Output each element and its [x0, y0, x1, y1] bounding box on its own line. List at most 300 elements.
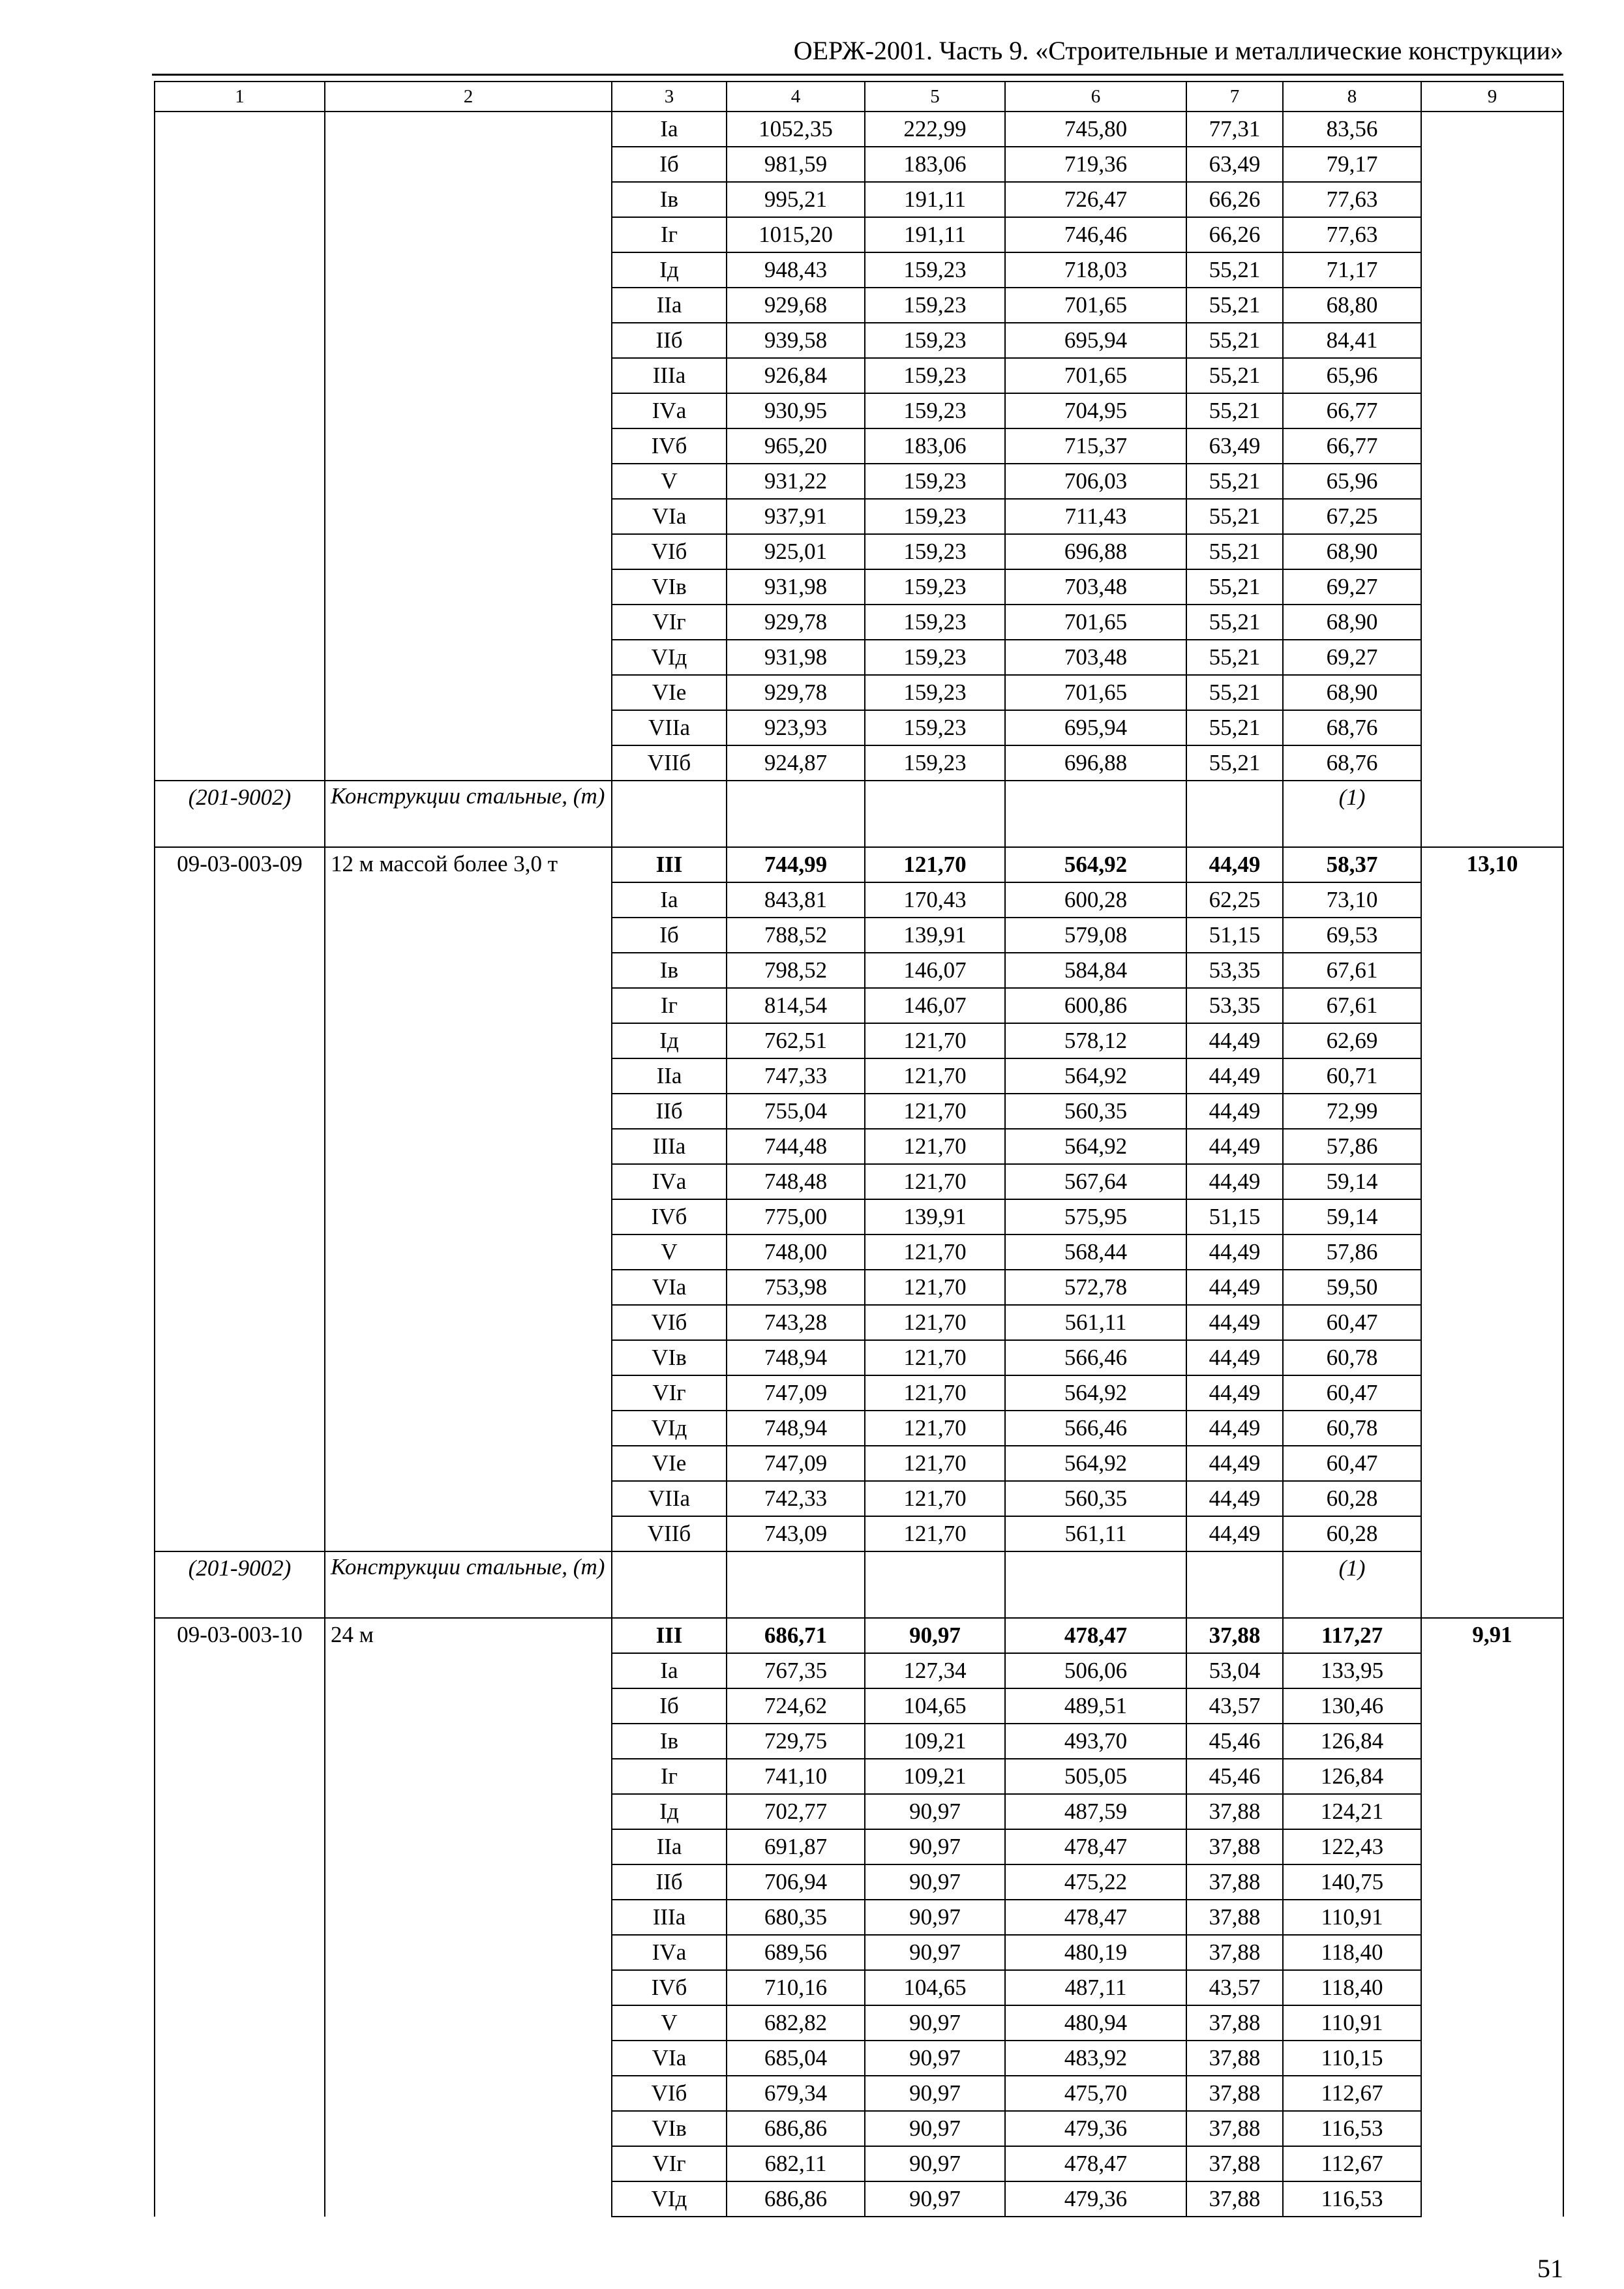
- value-cell: 55,21: [1186, 393, 1283, 428]
- value-cell: 55,21: [1186, 640, 1283, 675]
- value-cell: 60,28: [1283, 1481, 1421, 1516]
- column-number: 5: [865, 82, 1005, 112]
- value-cell: 746,46: [1005, 217, 1186, 252]
- value-cell: 66,26: [1186, 182, 1283, 217]
- value-cell: 747,33: [727, 1058, 865, 1094]
- value-cell: 110,91: [1283, 2005, 1421, 2041]
- zone-class: VIIа: [612, 1481, 727, 1516]
- value-cell: 55,21: [1186, 288, 1283, 323]
- zone-class: V: [612, 1234, 727, 1270]
- value-cell: 110,91: [1283, 1900, 1421, 1935]
- value-cell: 60,47: [1283, 1446, 1421, 1481]
- value-cell: 69,27: [1283, 640, 1421, 675]
- zone-class: Iв: [612, 953, 727, 988]
- zone-class: VIг: [612, 605, 727, 640]
- value-cell: 90,97: [865, 1900, 1005, 1935]
- value-cell: 480,94: [1005, 2005, 1186, 2041]
- zone-class: VIв: [612, 1340, 727, 1375]
- value-cell: 55,21: [1186, 499, 1283, 534]
- value-cell: 744,48: [727, 1129, 865, 1164]
- value-cell: 600,28: [1005, 882, 1186, 918]
- zone-class: Iг: [612, 988, 727, 1023]
- value-cell: 79,17: [1283, 147, 1421, 182]
- zone-class: Iд: [612, 1794, 727, 1829]
- zone-class: IIIа: [612, 1129, 727, 1164]
- value-cell: 44,49: [1186, 1129, 1283, 1164]
- value-cell: 55,21: [1186, 464, 1283, 499]
- zone-class: IIа: [612, 288, 727, 323]
- value-cell: 45,46: [1186, 1759, 1283, 1794]
- value-cell: 159,23: [865, 710, 1005, 745]
- value-cell: 44,49: [1186, 1516, 1283, 1551]
- page-header-title: ОЕРЖ-2001. Часть 9. «Строительные и металлические конструкции»: [793, 36, 1563, 65]
- value-cell: 929,68: [727, 288, 865, 323]
- value-cell: 44,49: [1186, 1270, 1283, 1305]
- value-cell: 475,70: [1005, 2076, 1186, 2111]
- value-cell: 63,49: [1186, 428, 1283, 464]
- value-cell: 159,23: [865, 640, 1005, 675]
- value-cell: 159,23: [865, 605, 1005, 640]
- value-cell: 159,23: [865, 358, 1005, 393]
- zone-class: Iб: [612, 918, 727, 953]
- column-number: 1: [155, 82, 325, 112]
- value-cell: 489,51: [1005, 1688, 1186, 1724]
- value-cell: 567,64: [1005, 1164, 1186, 1199]
- value-cell: 695,94: [1005, 323, 1186, 358]
- value-cell: 743,09: [727, 1516, 865, 1551]
- value-cell: 566,46: [1005, 1411, 1186, 1446]
- value-cell: 121,70: [865, 1270, 1005, 1305]
- value-cell: 44,49: [1186, 1058, 1283, 1094]
- value-cell: 923,93: [727, 710, 865, 745]
- value-cell: 121,70: [865, 1375, 1005, 1411]
- value-cell: 696,88: [1005, 745, 1186, 781]
- resource-quantity: (1): [1283, 781, 1421, 847]
- zone-class: VIIа: [612, 710, 727, 745]
- value-cell: 43,57: [1186, 1970, 1283, 2005]
- value-cell: 118,40: [1283, 1935, 1421, 1970]
- empty-cell: [727, 1551, 865, 1618]
- column-number: 9: [1421, 82, 1563, 112]
- rate-name: 24 м: [325, 1618, 612, 2217]
- value-cell: 116,53: [1283, 2111, 1421, 2146]
- value-cell: 60,47: [1283, 1375, 1421, 1411]
- table-row: [155, 847, 1563, 882]
- zone-class: IIIа: [612, 358, 727, 393]
- value-cell: 159,23: [865, 675, 1005, 710]
- value-cell: 170,43: [865, 882, 1005, 918]
- value-cell: 572,78: [1005, 1270, 1186, 1305]
- value-cell: 726,47: [1005, 182, 1186, 217]
- zone-class: VIб: [612, 2076, 727, 2111]
- value-cell: 55,21: [1186, 569, 1283, 605]
- value-cell: 159,23: [865, 464, 1005, 499]
- value-cell: 37,88: [1186, 2041, 1283, 2076]
- value-cell: 579,08: [1005, 918, 1186, 953]
- value-cell: 183,06: [865, 428, 1005, 464]
- value-cell: 814,54: [727, 988, 865, 1023]
- value-cell: 561,11: [1005, 1305, 1186, 1340]
- value-cell: 83,56: [1283, 112, 1421, 147]
- value-cell: 715,37: [1005, 428, 1186, 464]
- rate-name: 12 м массой более 3,0 т: [325, 847, 612, 1551]
- value-cell: 65,96: [1283, 464, 1421, 499]
- value-cell: 478,47: [1005, 1618, 1186, 1653]
- value-cell: 564,92: [1005, 847, 1186, 882]
- zone-class: IIб: [612, 1864, 727, 1900]
- value-cell: 926,84: [727, 358, 865, 393]
- value-cell: 480,19: [1005, 1935, 1186, 1970]
- value-cell: 121,70: [865, 1023, 1005, 1058]
- zone-class: Iг: [612, 217, 727, 252]
- value-cell: 44,49: [1186, 1094, 1283, 1129]
- value-cell: 478,47: [1005, 1900, 1186, 1935]
- value-cell: 696,88: [1005, 534, 1186, 569]
- resource-name: Конструкции стальные, (т): [325, 1551, 612, 1618]
- value-cell: 55,21: [1186, 252, 1283, 288]
- value-cell: 748,94: [727, 1340, 865, 1375]
- zone-class: VIг: [612, 2146, 727, 2181]
- zone-class: Iд: [612, 252, 727, 288]
- zone-class: VIв: [612, 2111, 727, 2146]
- zone-class: VIа: [612, 499, 727, 534]
- value-cell: 981,59: [727, 147, 865, 182]
- value-cell: 55,21: [1186, 323, 1283, 358]
- value-cell: 77,63: [1283, 182, 1421, 217]
- value-cell: 711,43: [1005, 499, 1186, 534]
- value-cell: 600,86: [1005, 988, 1186, 1023]
- empty-cell: [1186, 1551, 1283, 1618]
- value-cell: 505,05: [1005, 1759, 1186, 1794]
- value-cell: 60,78: [1283, 1340, 1421, 1375]
- value-cell: 183,06: [865, 147, 1005, 182]
- value-cell: 121,70: [865, 1340, 1005, 1375]
- value-cell: 109,21: [865, 1724, 1005, 1759]
- value-cell: 691,87: [727, 1829, 865, 1864]
- value-cell: 564,92: [1005, 1375, 1186, 1411]
- column-number-row: [155, 82, 1563, 112]
- value-cell: 130,46: [1283, 1688, 1421, 1724]
- value-cell: 686,86: [727, 2181, 865, 2217]
- value-cell: 159,23: [865, 393, 1005, 428]
- value-cell: 104,65: [865, 1688, 1005, 1724]
- value-cell: 124,21: [1283, 1794, 1421, 1829]
- value-cell: 929,78: [727, 605, 865, 640]
- zone-class: IVб: [612, 1199, 727, 1234]
- value-cell: 564,92: [1005, 1129, 1186, 1164]
- value-cell: 68,90: [1283, 534, 1421, 569]
- value-cell: 159,23: [865, 534, 1005, 569]
- value-cell: 478,47: [1005, 2146, 1186, 2181]
- zone-class: IVа: [612, 1164, 727, 1199]
- value-cell: 90,97: [865, 1794, 1005, 1829]
- value-cell: 112,67: [1283, 2076, 1421, 2111]
- value-cell: 90,97: [865, 1864, 1005, 1900]
- value-cell: 159,23: [865, 745, 1005, 781]
- value-cell: 53,35: [1186, 988, 1283, 1023]
- value-cell: 704,95: [1005, 393, 1186, 428]
- zone-class: Iа: [612, 882, 727, 918]
- value-cell: 44,49: [1186, 1305, 1283, 1340]
- value-cell: 479,36: [1005, 2111, 1186, 2146]
- page-number: 51: [1537, 2254, 1563, 2283]
- zone-class: Iа: [612, 1653, 727, 1688]
- column-number: 2: [325, 82, 612, 112]
- value-cell: 68,76: [1283, 710, 1421, 745]
- zone-class: VIе: [612, 1446, 727, 1481]
- zone-class: Iд: [612, 1023, 727, 1058]
- value-cell: 37,88: [1186, 1935, 1283, 1970]
- value-cell: 1052,35: [727, 112, 865, 147]
- resource-name: Конструкции стальные, (т): [325, 781, 612, 847]
- unit-value: [1421, 112, 1563, 847]
- value-cell: 191,11: [865, 182, 1005, 217]
- value-cell: 741,10: [727, 1759, 865, 1794]
- zone-class: VIе: [612, 675, 727, 710]
- value-cell: 929,78: [727, 675, 865, 710]
- empty-cell: [612, 781, 727, 847]
- value-cell: 121,70: [865, 1094, 1005, 1129]
- value-cell: 706,03: [1005, 464, 1186, 499]
- value-cell: 755,04: [727, 1094, 865, 1129]
- resource-note-row: [155, 781, 1563, 847]
- value-cell: 139,91: [865, 1199, 1005, 1234]
- value-cell: 931,22: [727, 464, 865, 499]
- zone-class: IIб: [612, 323, 727, 358]
- value-cell: 90,97: [865, 1829, 1005, 1864]
- value-cell: 159,23: [865, 252, 1005, 288]
- value-cell: 44,49: [1186, 1023, 1283, 1058]
- value-cell: 937,91: [727, 499, 865, 534]
- value-cell: 965,20: [727, 428, 865, 464]
- value-cell: 71,17: [1283, 252, 1421, 288]
- zone-class: IVа: [612, 393, 727, 428]
- unit-value: 13,10: [1421, 847, 1563, 1618]
- value-cell: 575,95: [1005, 1199, 1186, 1234]
- value-cell: 90,97: [865, 2111, 1005, 2146]
- value-cell: 90,97: [865, 2181, 1005, 2217]
- value-cell: 718,03: [1005, 252, 1186, 288]
- zone-class: Iв: [612, 1724, 727, 1759]
- zone-class: IIа: [612, 1829, 727, 1864]
- value-cell: 686,71: [727, 1618, 865, 1653]
- value-cell: 121,70: [865, 1516, 1005, 1551]
- value-cell: 45,46: [1186, 1724, 1283, 1759]
- empty-cell: [727, 781, 865, 847]
- value-cell: 939,58: [727, 323, 865, 358]
- value-cell: 127,34: [865, 1653, 1005, 1688]
- value-cell: 44,49: [1186, 1481, 1283, 1516]
- value-cell: 745,80: [1005, 112, 1186, 147]
- value-cell: 191,11: [865, 217, 1005, 252]
- value-cell: 44,49: [1186, 1234, 1283, 1270]
- value-cell: 744,99: [727, 847, 865, 882]
- value-cell: 77,31: [1186, 112, 1283, 147]
- value-cell: 69,53: [1283, 918, 1421, 953]
- value-cell: 44,49: [1186, 847, 1283, 882]
- value-cell: 37,88: [1186, 1900, 1283, 1935]
- value-cell: 67,61: [1283, 953, 1421, 988]
- value-cell: 73,10: [1283, 882, 1421, 918]
- value-cell: 133,95: [1283, 1653, 1421, 1688]
- value-cell: 62,69: [1283, 1023, 1421, 1058]
- zone-class: IIб: [612, 1094, 727, 1129]
- value-cell: 742,33: [727, 1481, 865, 1516]
- value-cell: 775,00: [727, 1199, 865, 1234]
- value-cell: 37,88: [1186, 1618, 1283, 1653]
- value-cell: 65,96: [1283, 358, 1421, 393]
- value-cell: 69,27: [1283, 569, 1421, 605]
- zone-class: IIа: [612, 1058, 727, 1094]
- value-cell: 703,48: [1005, 569, 1186, 605]
- value-cell: 90,97: [865, 1618, 1005, 1653]
- column-number: 3: [612, 82, 727, 112]
- zone-class: VIд: [612, 2181, 727, 2217]
- rate-code: 09-03-003-09: [155, 847, 325, 1551]
- value-cell: 493,70: [1005, 1724, 1186, 1759]
- value-cell: 566,46: [1005, 1340, 1186, 1375]
- value-cell: 560,35: [1005, 1481, 1186, 1516]
- value-cell: 931,98: [727, 569, 865, 605]
- empty-cell: [1186, 781, 1283, 847]
- value-cell: 55,21: [1186, 605, 1283, 640]
- value-cell: 948,43: [727, 252, 865, 288]
- zone-class: VIIб: [612, 1516, 727, 1551]
- zone-class: VIа: [612, 1270, 727, 1305]
- value-cell: 37,88: [1186, 2111, 1283, 2146]
- value-cell: 55,21: [1186, 710, 1283, 745]
- value-cell: 682,11: [727, 2146, 865, 2181]
- value-cell: 680,35: [727, 1900, 865, 1935]
- value-cell: 487,11: [1005, 1970, 1186, 2005]
- value-cell: 506,06: [1005, 1653, 1186, 1688]
- value-cell: 55,21: [1186, 745, 1283, 781]
- value-cell: 564,92: [1005, 1058, 1186, 1094]
- value-cell: 126,84: [1283, 1724, 1421, 1759]
- value-cell: 798,52: [727, 953, 865, 988]
- value-cell: 724,62: [727, 1688, 865, 1724]
- value-cell: 126,84: [1283, 1759, 1421, 1794]
- unit-value: 9,91: [1421, 1618, 1563, 2217]
- value-cell: 53,04: [1186, 1653, 1283, 1688]
- value-cell: 762,51: [727, 1023, 865, 1058]
- empty-cell: [612, 1551, 727, 1618]
- value-cell: 72,99: [1283, 1094, 1421, 1129]
- column-number: 6: [1005, 82, 1186, 112]
- value-cell: 44,49: [1186, 1340, 1283, 1375]
- value-cell: 44,49: [1186, 1446, 1283, 1481]
- value-cell: 146,07: [865, 988, 1005, 1023]
- value-cell: 931,98: [727, 640, 865, 675]
- value-cell: 995,21: [727, 182, 865, 217]
- value-cell: 483,92: [1005, 2041, 1186, 2076]
- zone-class: V: [612, 464, 727, 499]
- resource-code: (201-9002): [155, 781, 325, 847]
- value-cell: 924,87: [727, 745, 865, 781]
- value-cell: 159,23: [865, 499, 1005, 534]
- resource-note-row: [155, 1551, 1563, 1618]
- value-cell: 560,35: [1005, 1094, 1186, 1129]
- value-cell: 112,67: [1283, 2146, 1421, 2181]
- value-cell: 57,86: [1283, 1234, 1421, 1270]
- value-cell: 58,37: [1283, 847, 1421, 882]
- column-number: 4: [727, 82, 865, 112]
- value-cell: 753,98: [727, 1270, 865, 1305]
- value-cell: 748,94: [727, 1411, 865, 1446]
- value-cell: 84,41: [1283, 323, 1421, 358]
- value-cell: 68,90: [1283, 605, 1421, 640]
- value-cell: 925,01: [727, 534, 865, 569]
- value-cell: 118,40: [1283, 1970, 1421, 2005]
- value-cell: 90,97: [865, 2076, 1005, 2111]
- value-cell: 37,88: [1186, 1829, 1283, 1864]
- value-cell: 121,70: [865, 1305, 1005, 1340]
- zone-class: IVб: [612, 428, 727, 464]
- value-cell: 110,15: [1283, 2041, 1421, 2076]
- value-cell: 568,44: [1005, 1234, 1186, 1270]
- zone-class: IVа: [612, 1935, 727, 1970]
- zone-class: V: [612, 2005, 727, 2041]
- value-cell: 139,91: [865, 918, 1005, 953]
- value-cell: 121,70: [865, 1446, 1005, 1481]
- empty-cell: [865, 1551, 1005, 1618]
- value-cell: 63,49: [1186, 147, 1283, 182]
- value-cell: 747,09: [727, 1375, 865, 1411]
- zone-class: VIб: [612, 1305, 727, 1340]
- value-cell: 121,70: [865, 1164, 1005, 1199]
- value-cell: 747,09: [727, 1446, 865, 1481]
- value-cell: 729,75: [727, 1724, 865, 1759]
- value-cell: 66,26: [1186, 217, 1283, 252]
- value-cell: 682,82: [727, 2005, 865, 2041]
- value-cell: 37,88: [1186, 2005, 1283, 2041]
- value-cell: 44,49: [1186, 1411, 1283, 1446]
- value-cell: 695,94: [1005, 710, 1186, 745]
- value-cell: 59,50: [1283, 1270, 1421, 1305]
- value-cell: 710,16: [727, 1970, 865, 2005]
- value-cell: 843,81: [727, 882, 865, 918]
- rate-code: 09-03-003-10: [155, 1618, 325, 2217]
- value-cell: 478,47: [1005, 1829, 1186, 1864]
- zone-class: Iв: [612, 182, 727, 217]
- value-cell: 146,07: [865, 953, 1005, 988]
- value-cell: 930,95: [727, 393, 865, 428]
- value-cell: 706,94: [727, 1864, 865, 1900]
- value-cell: 122,43: [1283, 1829, 1421, 1864]
- value-cell: 686,86: [727, 2111, 865, 2146]
- value-cell: 140,75: [1283, 1864, 1421, 1900]
- value-cell: 55,21: [1186, 675, 1283, 710]
- zone-class: VIб: [612, 534, 727, 569]
- zone-class: IIIа: [612, 1900, 727, 1935]
- zone-class: IVб: [612, 1970, 727, 2005]
- value-cell: 51,15: [1186, 1199, 1283, 1234]
- value-cell: 159,23: [865, 288, 1005, 323]
- value-cell: 689,56: [727, 1935, 865, 1970]
- value-cell: 685,04: [727, 2041, 865, 2076]
- value-cell: 90,97: [865, 2146, 1005, 2181]
- value-cell: 68,90: [1283, 675, 1421, 710]
- zone-class: Iб: [612, 1688, 727, 1724]
- value-cell: 37,88: [1186, 1794, 1283, 1829]
- value-cell: 702,77: [727, 1794, 865, 1829]
- value-cell: 788,52: [727, 918, 865, 953]
- value-cell: 479,36: [1005, 2181, 1186, 2217]
- header-rule: [152, 74, 1563, 76]
- value-cell: 1015,20: [727, 217, 865, 252]
- value-cell: 60,71: [1283, 1058, 1421, 1094]
- rate-code: [155, 112, 325, 781]
